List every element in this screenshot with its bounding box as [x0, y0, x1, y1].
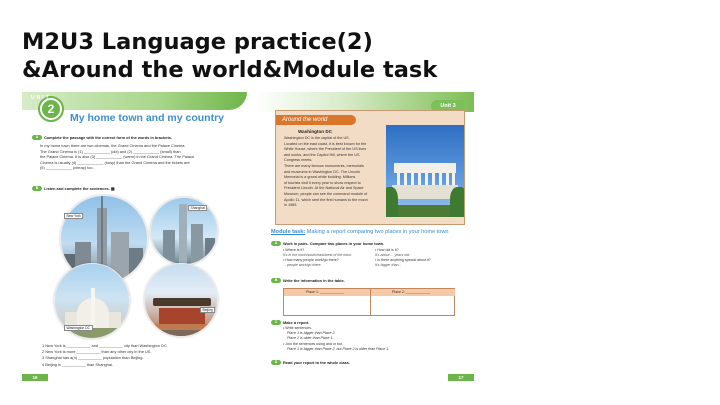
around-the-world-subheading: Washington DC [298, 129, 333, 134]
text-line: White House, where the President of the US lives [284, 147, 367, 152]
section-b [32, 186, 237, 191]
text-line: and museums in Washington DC. The Lincoln [284, 169, 361, 174]
task-section-d [271, 360, 466, 365]
section-b-instruction: Listen and complete the sentences. [44, 186, 110, 191]
label-new-york: New York [64, 213, 83, 219]
page-title: My home town and my country [70, 112, 225, 124]
passage [32, 143, 237, 170]
comparison-table [283, 288, 455, 316]
label-washington: Washington DC [64, 325, 93, 331]
listen-icon: ▩ [110, 186, 115, 191]
page-number: 17 [448, 374, 474, 381]
text-line: President Lincoln. At the National Air and Space [284, 186, 364, 191]
text-line: Located on the east coast, it is best known for the [284, 141, 367, 146]
text-line: of tourists visit it every year to show respect to [284, 180, 361, 185]
text-line: Washington DC is the capital of the US. [284, 136, 350, 140]
passage-line: the Palace Cinema. It is also (3) ____________ (warm) in the Grand Cinema. The Palace [40, 154, 195, 160]
task-section-a [271, 241, 466, 246]
task-c-number: C [271, 320, 281, 325]
shanghai-photo [150, 197, 218, 265]
exercise-item: 1 New York is ___________ and ___________ city than Washington DC. [42, 343, 168, 348]
slide-title-line-2: &Around the world&Module task [22, 57, 438, 83]
question-list-right: • How old is it? It's about ... years old. • Is there anything special about it? It's bigger than... [375, 248, 431, 267]
report-instructions: • Write sentences. Place 1 is bigger than Place 2. Place 2 is older than Place 1. • Join the sentences using and or but. Place 1 is bigger than Place 2, but Place 2 is older than Place 1. [283, 326, 390, 351]
textbook-page-left [22, 92, 247, 382]
label-shanghai: Shanghai [188, 205, 207, 211]
task-d-heading: Read your report to the whole class. [283, 360, 351, 365]
unit-tag: Unit 3 [431, 100, 465, 112]
exercise-item: 3 Shanghai has a(n) ___________ population than Beijing. [42, 355, 144, 361]
section-b-number: B [32, 186, 42, 191]
module-task-label: Module task: [271, 229, 306, 235]
unit-word: UNIT [31, 95, 51, 101]
task-b-number: B [271, 278, 281, 283]
slide-title [22, 28, 702, 84]
task-c-heading: Make a report. [283, 320, 310, 325]
text-line: Congress meets. [284, 158, 313, 163]
task-d-number: D [271, 360, 281, 365]
passage-line: In my home town there are two cinemas, the Grand Cinema and the Palace Cinema. [40, 143, 186, 149]
text-line: There are many famous monuments, memorials [284, 163, 364, 168]
section-a-heading [32, 135, 237, 140]
section-a [32, 135, 237, 171]
text-line: Apollo 11, which sent the first humans to the moon [284, 197, 368, 202]
around-the-world-heading: Around the world [276, 115, 356, 125]
section-a-instruction: Complete the passage with the correct form of the words in brackets. [44, 135, 172, 140]
slide-title-line-1: M2U3 Language practice(2) [22, 29, 373, 55]
lincoln-memorial-photo [386, 125, 464, 217]
passage-line: Cinema is usually (4) ____________ (busy) than the Grand Cinema and the tickets are [40, 159, 190, 165]
module-task-text: Making a report comparing two places in your home town [306, 229, 449, 235]
question-list-left: • Where is it? It's in the north/south/east/west of the town. • How many people work/go there? ... people work/go there. [283, 248, 353, 267]
passage-line: The Grand Cinema is (1) ____________ (old) and (2) ____________ (small) than [40, 148, 181, 154]
section-a-number: A [32, 135, 42, 140]
text-line: and works, and the Capitol Hill, where the US [284, 152, 360, 157]
text-line: Memorial is a grand white building. Millions [284, 175, 356, 180]
task-section-c [271, 320, 466, 325]
around-the-world-text [284, 136, 384, 209]
beijing-photo [144, 263, 218, 337]
module-task-title [271, 229, 449, 236]
table-col-place-1: Place 1: ____________ [306, 290, 344, 294]
exercise-list [42, 343, 242, 368]
exercise-item: 4 Beijing is ___________ than Shanghai. [42, 361, 113, 367]
table-col-place-2: Place 2: ____________ [392, 290, 430, 294]
around-the-world-box [275, 110, 465, 225]
city-photo-collage [54, 195, 222, 335]
task-b-heading: Write the information in the table. [283, 278, 345, 283]
passage-line: (5) ____________ (cheap) too. [40, 165, 94, 171]
label-beijing: Beijing [200, 307, 215, 313]
task-a-number: A [271, 241, 281, 246]
page-number: 16 [22, 374, 48, 381]
exercise-item: 2 New York is more ___________ than any other city in the US. [42, 349, 152, 355]
text-line: Museum, people can see the command module of [284, 191, 368, 196]
section-b-heading [32, 186, 237, 191]
text-line: in 1969. [284, 203, 298, 208]
task-a-heading: Work in pairs. Compare two places in your home town. [283, 241, 385, 246]
task-section-b [271, 278, 466, 283]
unit-number: 2 [42, 100, 60, 118]
textbook-page-right [255, 92, 474, 382]
